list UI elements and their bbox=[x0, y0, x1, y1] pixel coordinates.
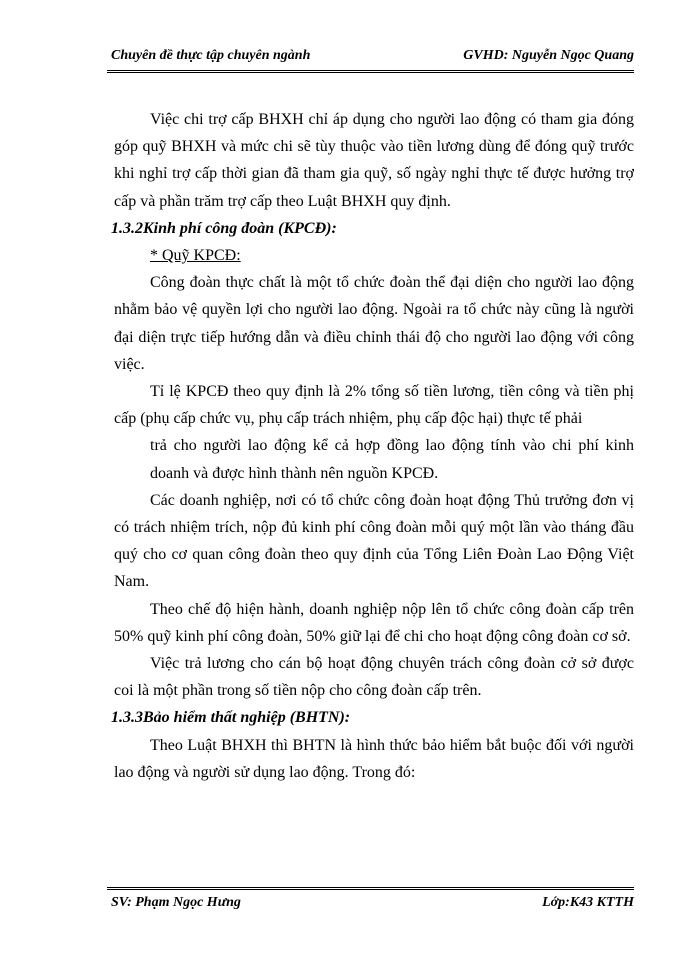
footer-class: Lớp:K43 KTTH bbox=[542, 895, 634, 910]
paragraph-kpcd-rate: Tỉ lệ KPCĐ theo quy định là 2% tổng số tiền lương, tiền công và tiền phị cấp (phụ cấp chức vụ, phụ cấp trách nhiệm, phụ cấp độc hại) thực tế phải bbox=[114, 383, 634, 428]
paragraph-enterprise-obligation: Các doanh nghiệp, nơi có tổ chức công đoàn hoạt động Thủ trưởng đơn vị có trách nhiệm trích, nộp đủ kinh phí công đoàn mỗi quý một lần vào tháng đầu quý cho cơ quan công đoàn theo quy định của Tổng Liên Đoàn Lao Động Việt Nam. bbox=[114, 491, 634, 591]
paragraph-bhxh-payment: Việc chi trợ cấp BHXH chỉ áp dụng cho người lao động có tham gia đóng góp quỹ BHXH và mức chi sẽ tùy thuộc vào tiền lương dùng để đóng quỹ trước khi nghỉ trợ cấp thời gian đã tham gia quỹ, số ngày nghỉ thực tế được hưởng trợ cấp và phần trăm trợ cấp theo Luật BHXH quy định. bbox=[114, 111, 634, 210]
footer-divider bbox=[107, 887, 634, 890]
paragraph-current-regime: Theo chế độ hiện hành, doanh nghiệp nộp lên tổ chức công đoàn cấp trên 50% quỹ kinh phí công đoàn, 50% giữ lại để chi cho hoạt động công đoàn cơ sở. bbox=[114, 600, 634, 645]
paragraph-union-definition: Công đoàn thực chất là một tổ chức đoàn thể đại diện cho người lao động nhằm bảo vệ quyền lợi cho người lao động. Ngoài ra tổ chức này cũng là người đại diện trực tiếp hướng dẫn và điều chỉnh thái độ cho người lao động với công việc. bbox=[114, 274, 634, 373]
page-footer bbox=[107, 895, 634, 917]
subheading-kpcd-fund-text: * Quỹ KPCĐ: bbox=[150, 247, 241, 265]
paragraph-union-salary: Việc trả lương cho cán bộ hoạt động chuyên trách công đoàn cở sở được coi là một phần trong số tiền nộp cho công đoàn cấp trên. bbox=[114, 655, 634, 700]
header-title: Chuyên đề thực tập chuyên ngành bbox=[111, 48, 311, 63]
paragraph-kpcd-rate-continued: trả cho người lao động kể cả hợp đồng lao động tính vào chi phí kinh doanh và được hình thành nên nguồn KPCĐ. bbox=[150, 437, 634, 482]
page-header bbox=[107, 48, 634, 70]
footer-student: SV: Phạm Ngọc Hưng bbox=[111, 895, 241, 910]
paragraph-bhtn-definition: Theo Luật BHXH thì BHTN là hình thức bảo hiểm bắt buộc đối với người lao động và người sử dụng lao động. Trong đó: bbox=[114, 736, 634, 781]
header-divider bbox=[107, 70, 634, 73]
header-supervisor: GVHD: Nguyễn Ngọc Quang bbox=[463, 48, 634, 63]
section-heading-bhtn: 1.3.3Bảo hiểm thất nghiệp (BHTN): bbox=[111, 709, 351, 727]
subheading-kpcd-fund bbox=[114, 242, 634, 269]
document-body bbox=[111, 106, 634, 786]
section-heading-kpcd: 1.3.2Kinh phí công đoàn (KPCĐ): bbox=[111, 219, 337, 237]
